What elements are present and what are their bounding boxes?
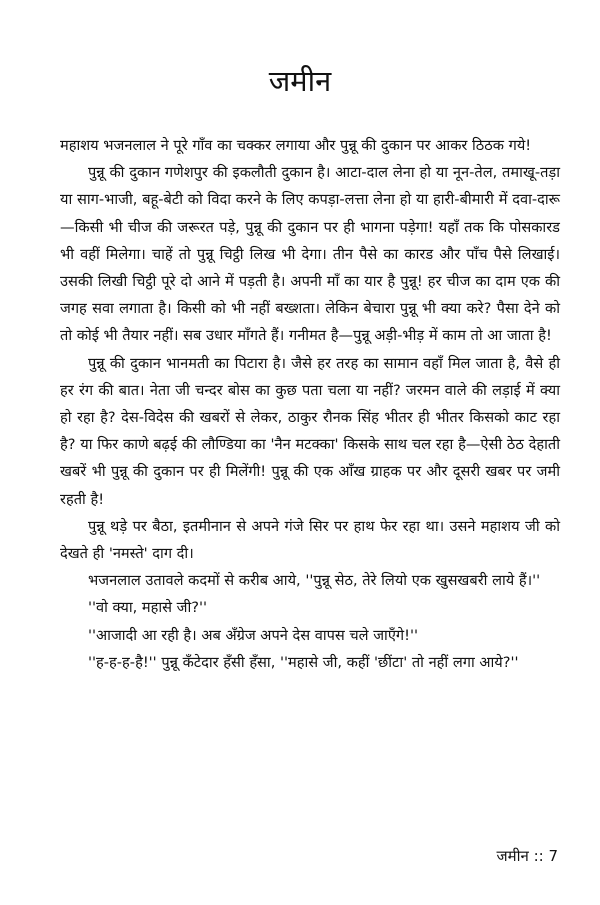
page-footer: जमीन :: 7 — [496, 847, 558, 865]
paragraph-1: महाशय भजनलाल ने पूरे गाँव का चक्कर लगाया और पुन्नू की दुकान पर आकर ठिठक गये! — [60, 137, 532, 154]
chapter-body — [60, 132, 560, 676]
paragraph-5: भजनलाल उतावले कदमों से करीब आये, ''पुन्नू सेठ, तेरे लियो एक खुसखबरी लाये हैं।'' — [88, 572, 541, 590]
paragraph-7: ''आजादी आ रही है। अब अँग्रेज अपने देस वापस चले जाएँगे!'' — [88, 626, 418, 644]
paragraph-8: ''ह-ह-ह-है!'' पुन्नू कँटेदार हँसी हँसा, ''महासे जी, कहीं 'छींटा' तो नहीं लगा आये?'' — [88, 653, 519, 671]
paragraph-3: पुन्नू की दुकान भानमती का पिटारा है। जैसे हर तरह का सामान वहाँ मिल जाता है, वैसे ही हर रंग की बात। नेता जी चन्दर बोस का कुछ पता चला या नहीं? जरमन वाले की लड़ाई में क्या हो रहा है? देस-विदेस की खबरों से लेकर, ठाकुर रौनक सिंह भीतर ही भीतर किसको काट रहा है? या फिर काणे बढ़ई की लौण्डिया का 'नैन मटक्का' किसके साथ चल रहा है—ऐसी ठेठ देहाती खबरें भी पुन्नू की दुकान पर ही मिलेंगी! पुन्नू की एक आँख ग्राहक पर और दूसरी खबर पर जमी रहती है! — [60, 354, 560, 508]
paragraph-2: पुन्नू की दुकान गणेशपुर की इकलौती दुकान है। आटा-दाल लेना हो या नून-तेल, तमाखू-तड़ा या साग-भाजी, बहू-बेटी को विदा करने के लिए कपड़ा-लत्ता लेना हो या हारी-बीमारी में दवा-दारू—किसी भी चीज की जरूरत पड़े, पुन्नू की दुकान पर ही भागना पड़ेगा! यहाँ तक कि पोसकारड भी वहीं मिलेगा। चाहें तो पुन्नू चिट्ठी लिख भी देगा। तीन पैसे का कारड और पाँच पैसे लिखाई। उसकी लिखी चिट्ठी पूरे दो आने में पड़ती है। अपनी माँ का यार है पुन्नू! हर चीज का दाम एक की जगह सवा लगाता है। किसी को भी नहीं बख्शता। लेकिन बेचारा पुन्नू भी क्या करे? पैसा देने को तो कोई भी तैयार नहीं। सब उधार माँगते हैं। गनीमत है—पुन्नू अड़ी-भीड़ में काम तो आ जाता है! — [60, 164, 560, 345]
paragraph-6: ''वो क्या, महासे जी?'' — [88, 599, 208, 617]
paragraph-4: पुन्नू थड़े पर बैठा, इतमीनान से अपने गंजे सिर पर हाथ फेर रहा था। उसने महाशय जी को देखते ही 'नमस्ते' दाग दी। — [60, 517, 560, 563]
chapter-title: जमीन — [268, 64, 332, 98]
